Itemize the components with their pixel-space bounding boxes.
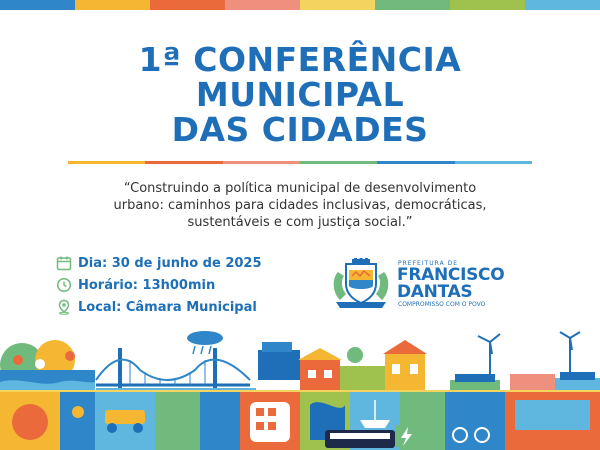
page-title (0, 42, 600, 147)
logo-name-line-1: FRANCISCO (397, 265, 505, 285)
quote-line-2: urbano: caminhos para cidades inclusivas, democráticas, (113, 198, 487, 213)
title-line-3: DAS CIDADES (171, 110, 429, 149)
municipality-logo (330, 258, 530, 310)
clock-icon (56, 277, 72, 293)
title-line-2: MUNICIPAL (195, 75, 405, 114)
quote-line-1: “Construindo a política municipal de desenvolvimento (123, 181, 477, 196)
logo-name-line-2: DANTAS (397, 282, 473, 302)
event-date: Dia: 30 de junho de 2025 (78, 255, 262, 271)
title-line-1: 1ª CONFERÊNCIA (138, 40, 462, 79)
event-time: Horário: 13h00min (78, 277, 216, 293)
quote-line-3: sustentáveis e com justiça social.” (187, 215, 413, 230)
municipal-coat-of-arms (330, 258, 392, 310)
logo-prefix: PREFEITURA DE (398, 260, 458, 267)
time-row (56, 275, 316, 295)
place-row (56, 297, 316, 317)
calendar-icon (56, 255, 72, 271)
location-pin-icon (56, 299, 72, 315)
event-info (56, 253, 316, 319)
event-place: Local: Câmara Municipal (78, 299, 257, 315)
color-divider (68, 161, 532, 164)
logo-slogan: COMPROMISSO COM O POVO (398, 301, 486, 308)
city-illustration (0, 330, 600, 450)
theme-quote (40, 180, 560, 231)
date-row (56, 253, 316, 273)
top-color-stripe (0, 0, 600, 10)
